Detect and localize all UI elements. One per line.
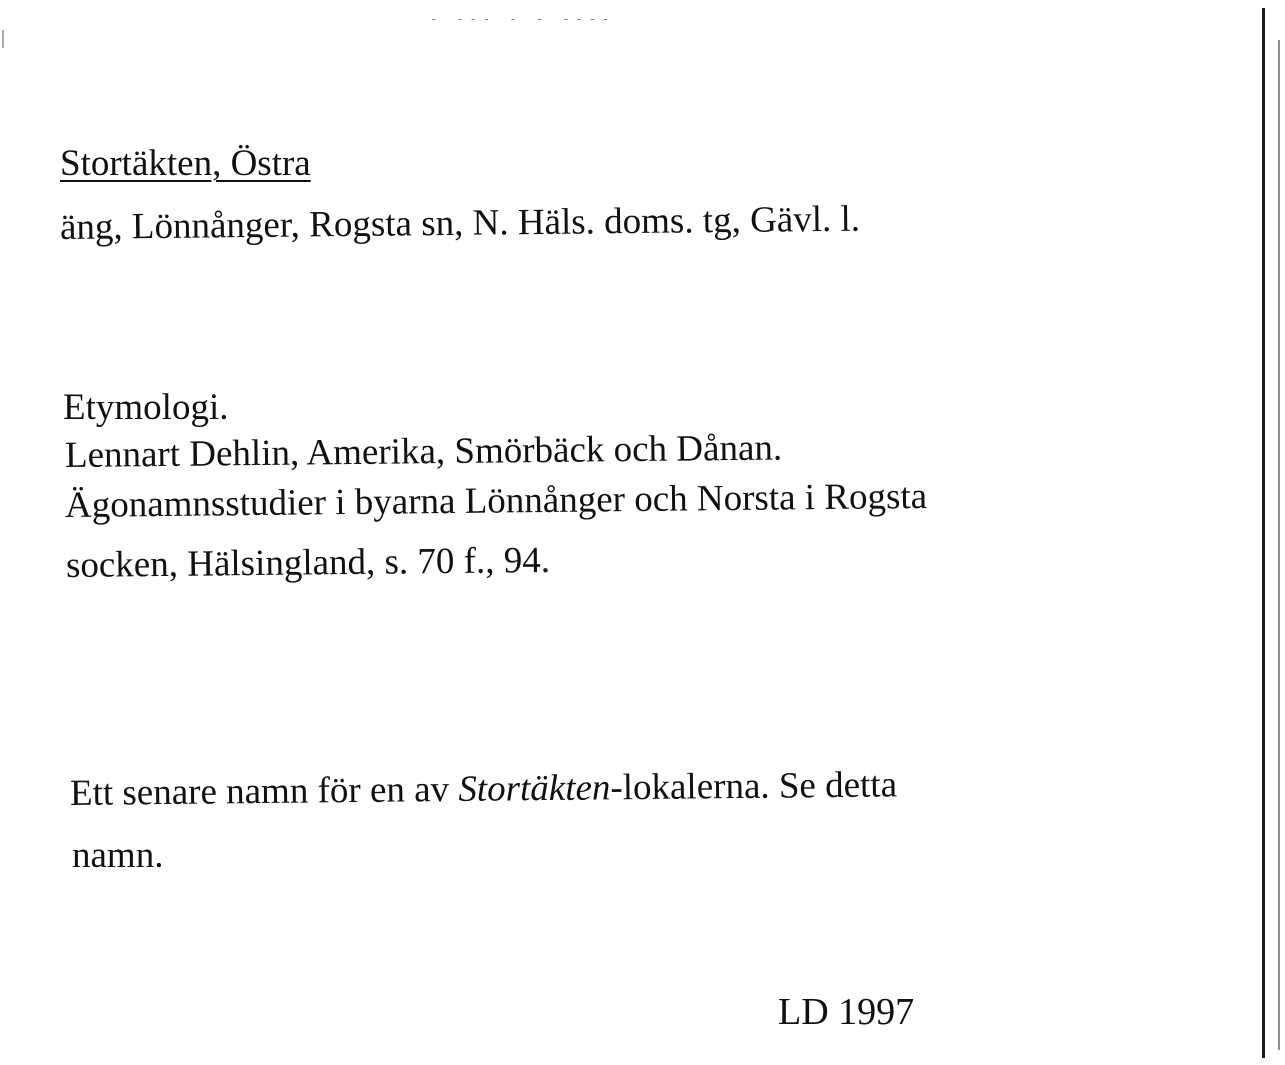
note-prefix: Ett senare namn för en av	[69, 768, 459, 814]
etymology-line-1: Lennart Dehlin, Amerika, Smörbäck och Dånan.	[64, 427, 783, 476]
etymology-line-3: socken, Hälsingland, s. 70 f., 94.	[65, 539, 551, 586]
scan-noise-dots: - --- - - ----	[430, 12, 616, 26]
card-edge-shadow	[1262, 8, 1265, 1058]
etymology-line-2: Ägonamnsstudier i byarna Lönnånger och Norsta i Rogsta	[64, 475, 928, 526]
signature: LD 1997	[778, 991, 915, 1033]
headword: Stortäkten, Östra	[60, 143, 311, 184]
scan-speck	[2, 30, 4, 48]
note-line-1	[70, 763, 897, 816]
location-line: äng, Lönnånger, Rogsta sn, N. Häls. doms. tg, Gävl. l.	[59, 198, 861, 248]
etymology-heading: Etymologi.	[63, 387, 229, 428]
card-edge-line	[1278, 40, 1280, 1050]
note-italic-name: Stortäkten	[458, 767, 611, 810]
note-line-2: namn.	[72, 835, 164, 876]
note-suffix: -lokalerna. Se detta	[610, 764, 898, 809]
